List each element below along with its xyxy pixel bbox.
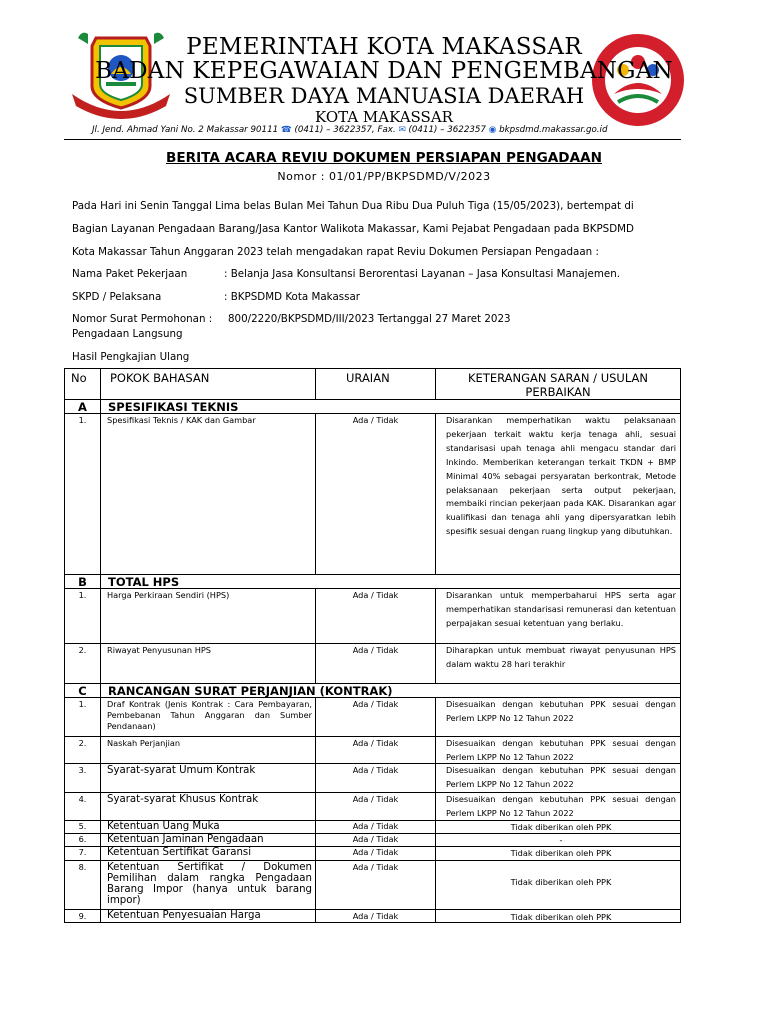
section-title: RANCANGAN SURAT PERJANJIAN (KONTRAK): [100, 684, 680, 697]
field-value-package: : Belanja Jasa Konsultansi Berorentasi Layanan – Jasa Konsultasi Manajemen.: [224, 268, 621, 280]
section-title: TOTAL HPS: [100, 575, 680, 588]
review-heading: Hasil Pengkajian Ulang: [72, 351, 190, 363]
section-title: SPESIFIKASI TEKNIS: [100, 400, 680, 413]
intro-line-1: Pada Hari ini Senin Tanggal Lima belas Bulan Mei Tahun Dua Ribu Dua Puluh Tiga (15/05/2023), bertempat di: [72, 200, 634, 212]
row-topic: Riwayat Penyusunan HPS: [100, 644, 315, 683]
field-label-skpd: SKPD / Pelaksana: [72, 291, 162, 303]
row-topic: Ketentuan Sertifikat / Dokumen Pemilihan dalam rangka Pengadaan Barang Impor (hanya untuk barang impor): [100, 861, 315, 909]
row-topic: Syarat-syarat Khusus Kontrak: [100, 793, 315, 820]
row-remarks: Tidak diberikan oleh PPK: [435, 821, 680, 833]
row-remarks: Disesuaikan dengan kebutuhan PPK sesuai dengan Perlem LKPP No 12 Tahun 2022: [435, 737, 680, 763]
row-topic: Spesifikasi Teknis / KAK dan Gambar: [100, 414, 315, 574]
row-remarks: Disarankan memperhatikan waktu pelaksanaan pekerjaan terkait waktu kerja tenaga ahli, sesuai standarisasi upah tenaga ahli mengacu standar dari Inkindo. Memberikan keterangan terkait TKDN + BMP Minimal 40% sebagai persyaratan berkontrak, Metode pelaksanaan pekerjaan serta output pekerjaan, membaiki rincian pekerjaan pada KAK. Disarankan agar kualifikasi dan tenaga ahli yang dipersyaratkan lebih spesifik sesuai dengan ruang lingkup yang dibutuhkan.: [435, 414, 680, 574]
row-number: 4.: [78, 794, 87, 804]
row-topic: Ketentuan Sertifikat Garansi: [100, 847, 315, 860]
letterhead-line-4: KOTA MAKASSAR: [315, 108, 453, 126]
row-remarks: Tidak diberikan oleh PPK: [435, 910, 680, 923]
header-remarks: KETERANGAN SARAN / USULAN PERBAIKAN: [435, 369, 680, 399]
row-desc: Ada / Tidak: [315, 764, 435, 792]
row-number: 9.: [78, 911, 87, 921]
letterhead-line-1: PEMERINTAH KOTA MAKASSAR: [186, 34, 582, 60]
row-remarks: Disesuaikan dengan kebutuhan PPK sesuai dengan Perlem LKPP No 12 Tahun 2022: [435, 793, 680, 820]
row-number: 1.: [78, 699, 87, 709]
row-number: 3.: [78, 765, 87, 775]
header-topic: POKOK BAHASAN: [100, 369, 315, 399]
row-number: 1.: [78, 415, 87, 425]
row-remarks: Disesuaikan dengan kebutuhan PPK sesuai dengan Perlem LKPP No 12 Tahun 2022: [435, 764, 680, 792]
row-number: 7.: [78, 847, 87, 857]
field-label-request-number: Nomor Surat Permohonan :: [72, 313, 213, 325]
phone-icon: ☎: [280, 125, 292, 135]
section-code: C: [78, 684, 87, 697]
letterhead-contact: [92, 125, 712, 135]
section-row-c: [65, 683, 680, 697]
table-row: [65, 846, 680, 860]
row-desc: Ada / Tidak: [315, 910, 435, 923]
intro-line-3: Kota Makassar Tahun Anggaran 2023 telah mengadakan rapat Reviu Dokumen Persiapan Pengadaan :: [72, 246, 599, 258]
review-table: [64, 368, 681, 923]
table-row: [65, 909, 680, 923]
letterhead-divider: [64, 139, 681, 140]
table-row: [65, 413, 680, 574]
row-remarks: Disarankan untuk memperbaharui HPS serta agar memperhatikan standarisasi remunerasi dan ketentuan perpajakan sesuai ketentuan yang berlaku.: [435, 589, 680, 643]
row-number: 6.: [78, 834, 87, 844]
row-desc: Ada / Tidak: [315, 737, 435, 763]
section-row-b: [65, 574, 680, 588]
row-number: 8.: [78, 862, 87, 872]
intro-line-2: Bagian Layanan Pengadaan Barang/Jasa Kantor Walikota Makassar, Kami Pejabat Pengadaan pada BKPSDMD: [72, 223, 634, 235]
row-desc: Ada / Tidak: [315, 834, 435, 846]
section-code: A: [78, 400, 87, 413]
row-remarks: -: [435, 834, 680, 846]
table-row: [65, 792, 680, 820]
table-row: [65, 736, 680, 763]
table-row: [65, 860, 680, 909]
row-number: 2.: [78, 645, 87, 655]
row-topic: Draf Kontrak (Jenis Kontrak : Cara Pembayaran, Pembebanan Tahun Anggaran dan Sumber Pendanaan): [100, 698, 315, 736]
document-number: Nomor : 01/01/PP/BKPSDMD/V/2023: [277, 170, 491, 183]
row-remarks: Disesuaikan dengan kebutuhan PPK sesuai dengan Perlem LKPP No 12 Tahun 2022: [435, 698, 680, 736]
header-no: No: [71, 371, 87, 385]
header-desc: URAIAN: [315, 369, 435, 399]
row-topic: Harga Perkiraan Sendiri (HPS): [100, 589, 315, 643]
table-row: [65, 643, 680, 683]
row-desc: Ada / Tidak: [315, 414, 435, 574]
row-remarks: Tidak diberikan oleh PPK: [435, 847, 680, 860]
section-code: B: [78, 575, 87, 588]
globe-icon: ◉: [488, 125, 497, 135]
table-header-row: [65, 369, 680, 399]
field-value-request-number: 800/2220/BKPSDMD/III/2023 Tertanggal 27 Maret 2023: [228, 313, 511, 325]
row-desc: Ada / Tidak: [315, 847, 435, 860]
mail-icon: ✉: [398, 125, 406, 135]
row-topic: Ketentuan Jaminan Pengadaan: [100, 834, 315, 846]
office-website: bkpsdmd.makassar.go.id: [499, 125, 608, 135]
table-row: [65, 588, 680, 643]
row-number: 5.: [78, 821, 87, 831]
letterhead-line-2: BADAN KEPEGAWAIAN DAN PENGEMBANGAN: [95, 58, 673, 84]
row-desc: Ada / Tidak: [315, 793, 435, 820]
row-number: 1.: [78, 590, 87, 600]
row-topic: Ketentuan Penyesuaian Harga: [100, 910, 315, 923]
row-desc: Ada / Tidak: [315, 861, 435, 909]
row-topic: Naskah Perjanjian: [100, 737, 315, 763]
table-row: [65, 763, 680, 792]
row-remarks: Diharapkan untuk membuat riwayat penyusunan HPS dalam waktu 28 hari terakhir: [435, 644, 680, 683]
row-desc: Ada / Tidak: [315, 589, 435, 643]
field-value-skpd: : BKPSDMD Kota Makassar: [224, 291, 361, 303]
document-title: BERITA ACARA REVIU DOKUMEN PERSIAPAN PENGADAAN: [165, 150, 602, 166]
field-label-package: Nama Paket Pekerjaan: [72, 268, 188, 280]
section-row-a: [65, 399, 680, 413]
row-topic: Ketentuan Uang Muka: [100, 821, 315, 833]
office-address: Jl. Jend. Ahmad Yani No. 2 Makassar 90111: [92, 125, 279, 135]
row-desc: Ada / Tidak: [315, 821, 435, 833]
table-row: [65, 833, 680, 846]
row-desc: Ada / Tidak: [315, 698, 435, 736]
procurement-method: Pengadaan Langsung: [72, 328, 183, 340]
letterhead-line-3: SUMBER DAYA MANUASIA DAERAH: [183, 84, 585, 108]
office-phone: (0411) – 3622357, Fax.: [294, 125, 396, 135]
row-remarks: Tidak diberikan oleh PPK: [435, 861, 680, 909]
row-number: 2.: [78, 738, 87, 748]
row-topic: Syarat-syarat Umum Kontrak: [100, 764, 315, 792]
office-fax: (0411) – 3622357: [408, 125, 486, 135]
row-desc: Ada / Tidak: [315, 644, 435, 683]
table-row: [65, 697, 680, 736]
table-row: [65, 820, 680, 833]
